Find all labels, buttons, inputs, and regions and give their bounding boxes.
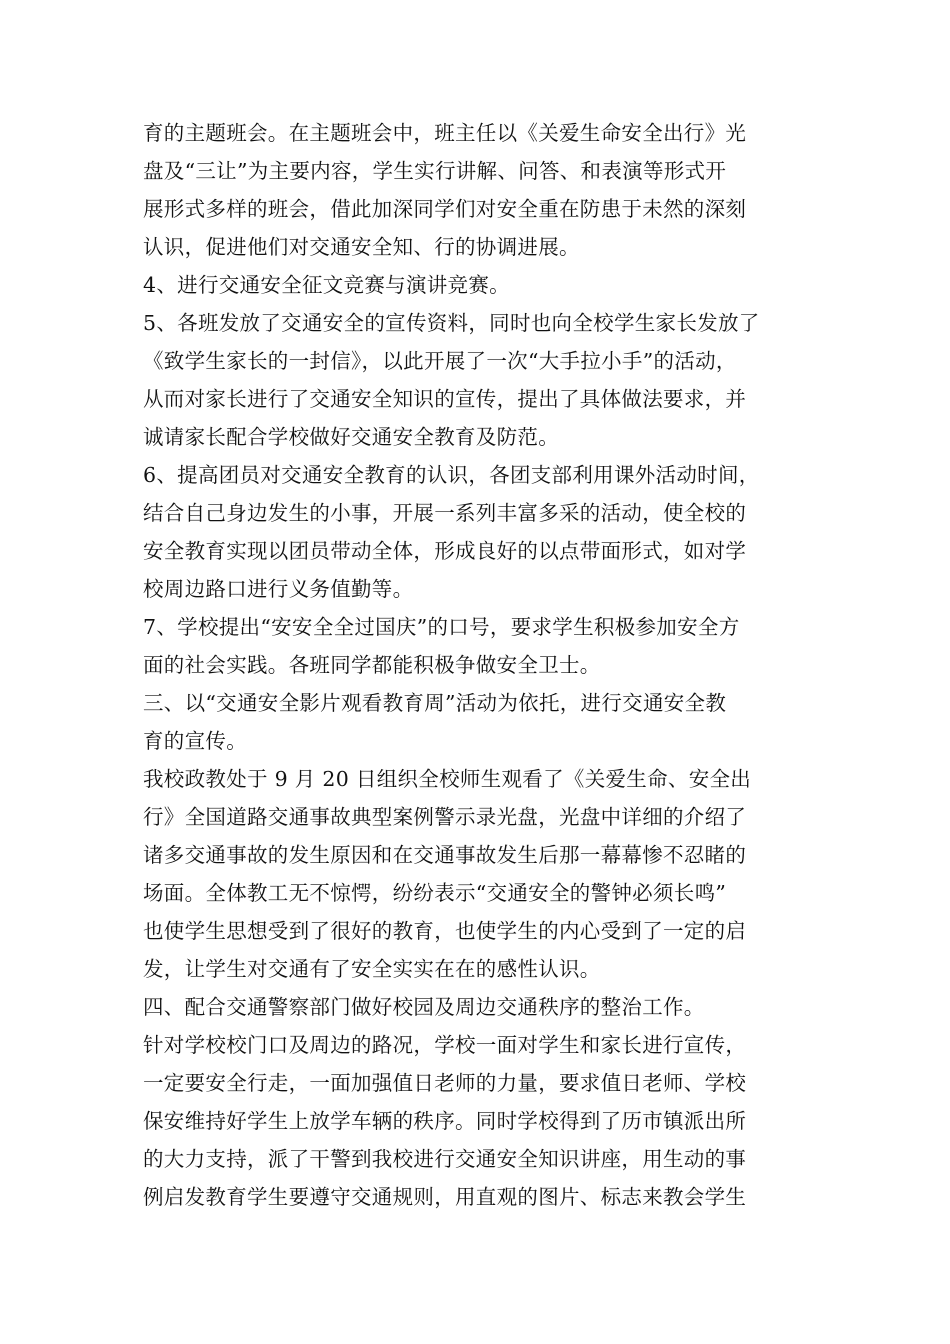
text-line: 场面。全体教工无不惊愕，纷纷表示“交通安全的警钟必须长鸣” [143, 881, 727, 905]
text-line: 的大力支持，派了干警到我校进行交通安全知识讲座，用生动的事 [143, 1147, 747, 1171]
text-line: 四、配合交通警察部门做好校园及周边交通秩序的整治工作。 [143, 995, 705, 1019]
text-line: 结合自己身边发生的小事，开展一系列丰富多采的活动，使全校的 [143, 501, 747, 525]
paragraph-item-7 [143, 608, 813, 684]
text-line: 4、进行交通安全征文竞赛与演讲竞赛。 [143, 273, 510, 297]
text-line: 5、各班发放了交通安全的宣传资料，同时也向全校学生家长发放了 [143, 311, 760, 335]
text-line: 《致学生家长的一封信》，以此开展了一次“大手拉小手”的活动， [143, 349, 737, 373]
document-body [143, 114, 813, 1216]
text-line: 面的社会实践。各班同学都能积极争做安全卫士。 [143, 653, 601, 677]
text-line: 我校政教处于 9 月 20 日组织全校师生观看了《关爱生命、安全出 [143, 767, 752, 791]
text-line: 保安维持好学生上放学车辆的秩序。同时学校得到了历市镇派出所 [143, 1109, 747, 1133]
paragraph-theme-class-meeting [143, 114, 813, 266]
paragraph-school-gate [143, 1026, 813, 1216]
text-line: 校周边路口进行义务值勤等。 [143, 577, 414, 601]
text-line: 展形式多样的班会，借此加深同学们对安全重在防患于未然的深刻 [143, 197, 747, 221]
text-line: 诚请家长配合学校做好交通安全教育及防范。 [143, 425, 559, 449]
text-line: 例启发教育学生要遵守交通规则，用直观的图片、标志来教会学生 [143, 1185, 747, 1209]
text-line: 6、提高团员对交通安全教育的认识，各团支部利用课外活动时间， [143, 463, 760, 487]
paragraph-film-viewing [143, 760, 813, 988]
paragraph-item-4 [143, 266, 813, 304]
paragraph-item-6 [143, 456, 813, 608]
text-line: 针对学校校门口及周边的路况，学校一面对学生和家长进行宣传， [143, 1033, 747, 1057]
text-line: 从而对家长进行了交通安全知识的宣传，提出了具体做法要求，并 [143, 387, 747, 411]
text-line: 一定要安全行走，一面加强值日老师的力量，要求值日老师、学校 [143, 1071, 747, 1095]
text-line: 育的主题班会。在主题班会中，班主任以《关爱生命安全出行》光 [143, 121, 747, 145]
text-line: 诸多交通事故的发生原因和在交通事故发生后那一幕幕惨不忍睹的 [143, 843, 747, 867]
text-line: 安全教育实现以团员带动全体，形成良好的以点带面形式，如对学 [143, 539, 747, 563]
text-line: 育的宣传。 [143, 729, 247, 753]
text-line: 7、学校提出“安安全全过国庆”的口号，要求学生积极参加安全方 [143, 615, 740, 639]
text-line: 三、以“交通安全影片观看教育周”活动为依托，进行交通安全教 [143, 691, 727, 715]
text-line: 行》全国道路交通事故典型案例警示录光盘，光盘中详细的介绍了 [143, 805, 747, 829]
paragraph-item-5 [143, 304, 813, 456]
text-line: 也使学生思想受到了很好的教育，也使学生的内心受到了一定的启 [143, 919, 747, 943]
text-line: 盘及“三让”为主要内容，学生实行讲解、问答、和表演等形式开 [143, 159, 727, 183]
text-line: 发，让学生对交通有了安全实实在在的感性认识。 [143, 957, 601, 981]
section-heading-four [143, 988, 813, 1026]
text-line: 认识，促进他们对交通安全知、行的协调进展。 [143, 235, 580, 259]
section-heading-three [143, 684, 813, 760]
